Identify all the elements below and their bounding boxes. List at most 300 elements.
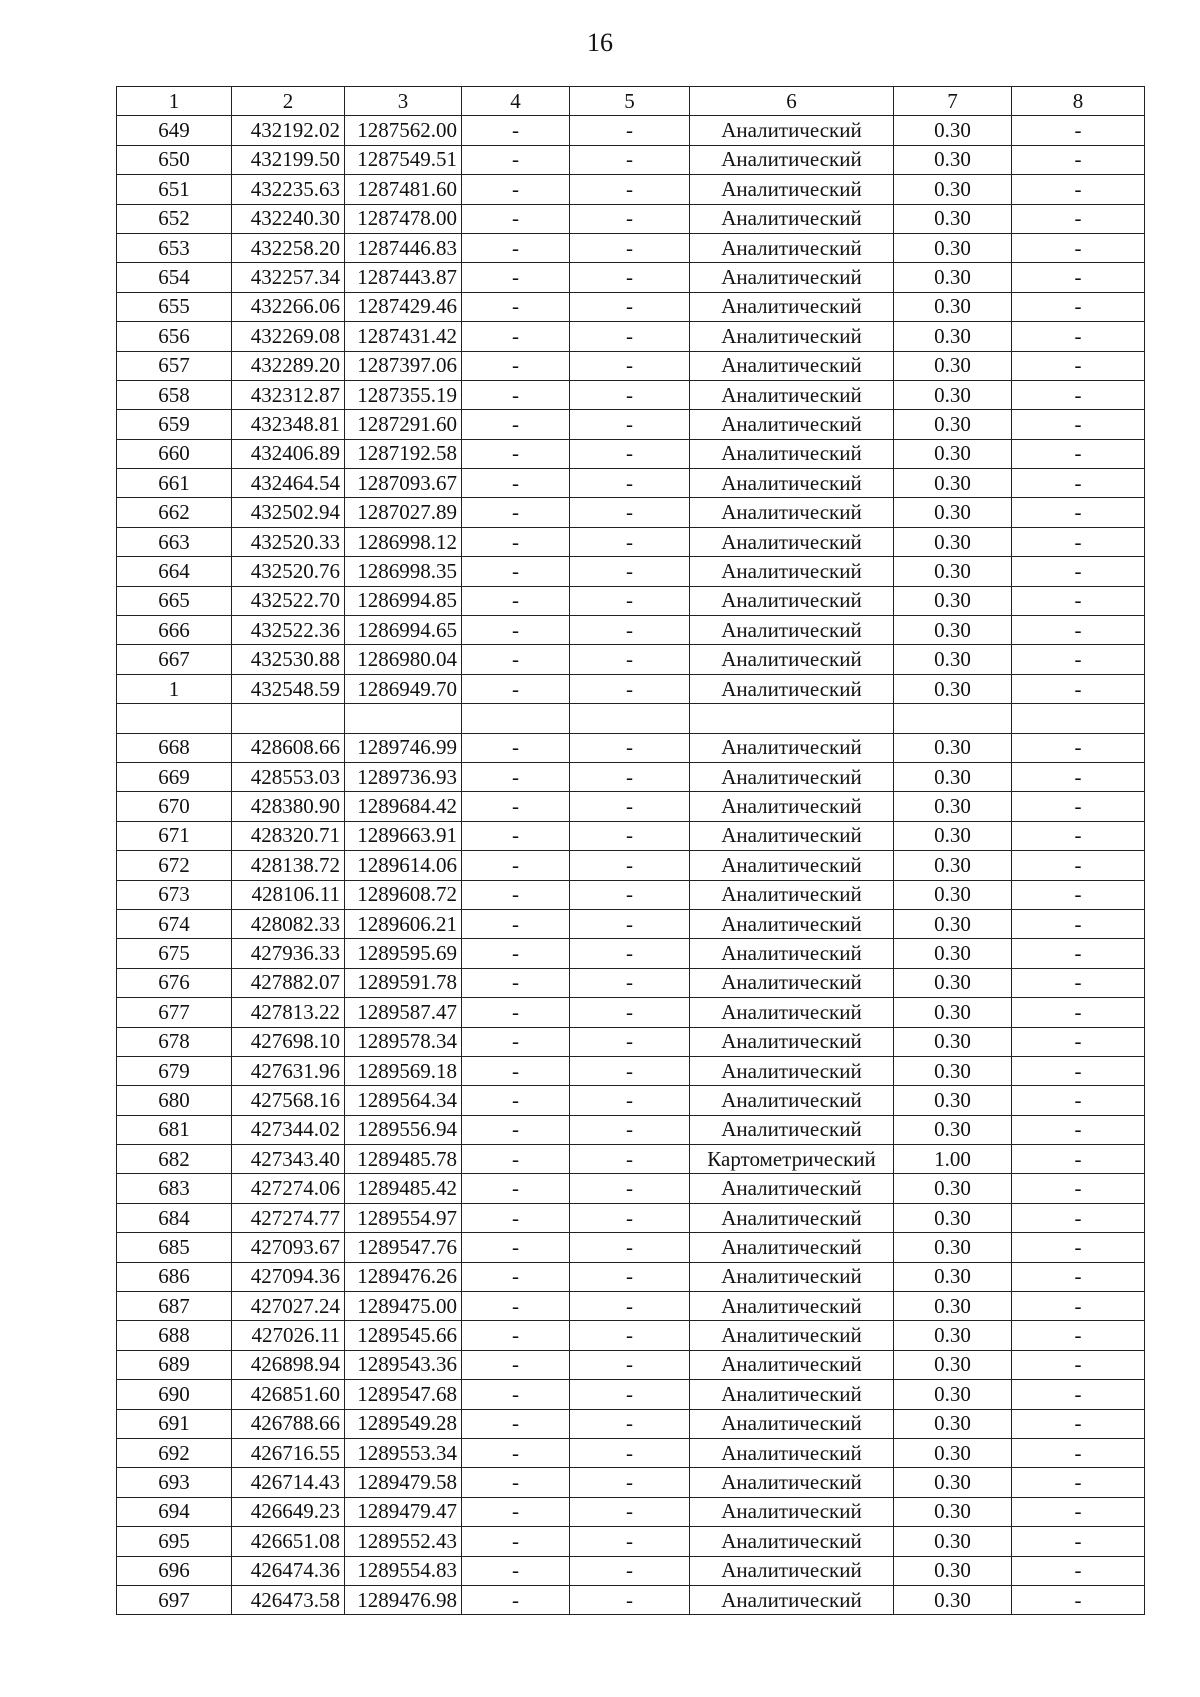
table-cell: Аналитический [690,998,894,1027]
table-cell: Аналитический [690,1409,894,1438]
table-cell: - [462,410,570,439]
table-cell: 0.30 [894,586,1012,615]
table-cell: - [462,1056,570,1085]
table-cell: 1286994.85 [345,586,462,615]
table-cell: 1289547.76 [345,1233,462,1262]
table-cell: 0.30 [894,1086,1012,1115]
table-cell: - [462,645,570,674]
table-cell: Аналитический [690,1350,894,1379]
table-cell: 0.30 [894,1027,1012,1056]
table-cell: - [570,322,690,351]
table-cell: 663 [117,527,232,556]
table-row [117,204,1145,233]
table-cell: 426649.23 [232,1497,345,1526]
table-cell: - [1012,1233,1145,1262]
table-cell: - [1012,1409,1145,1438]
table-row [117,1438,1145,1467]
table-cell: 427568.16 [232,1086,345,1115]
table-cell: Аналитический [690,204,894,233]
table-cell: - [570,821,690,850]
table-cell: 0.30 [894,1056,1012,1085]
table-cell: 673 [117,880,232,909]
table-cell: - [570,733,690,762]
table-cell: - [570,233,690,262]
table-cell: 426473.58 [232,1585,345,1614]
table-cell: Аналитический [690,1292,894,1321]
table-row [117,1350,1145,1379]
table-cell: - [1012,1145,1145,1174]
table-cell: - [570,1527,690,1556]
table-row [117,410,1145,439]
table-cell: - [570,1115,690,1144]
table-cell [117,704,232,733]
table-cell: 1289479.47 [345,1497,462,1526]
table-cell: - [1012,351,1145,380]
table-cell: 1287192.58 [345,439,462,468]
table-cell: - [570,1145,690,1174]
table-cell: - [1012,145,1145,174]
table-cell [345,704,462,733]
table-row [117,1174,1145,1203]
table-cell: 656 [117,322,232,351]
table-cell: - [462,351,570,380]
table-cell: Аналитический [690,1115,894,1144]
table-row [117,1527,1145,1556]
table-cell: 427813.22 [232,998,345,1027]
table-cell: 432520.76 [232,557,345,586]
table-cell: 1289554.83 [345,1556,462,1585]
column-header: 8 [1012,87,1145,116]
table-row [117,762,1145,791]
table-cell: 1289475.00 [345,1292,462,1321]
table-cell: 667 [117,645,232,674]
table-cell: - [570,410,690,439]
table-row [117,1262,1145,1291]
table-cell: Аналитический [690,351,894,380]
table-row [117,1380,1145,1409]
table-cell: 1.00 [894,1145,1012,1174]
table-cell: 1289485.78 [345,1145,462,1174]
table-cell: 432257.34 [232,263,345,292]
table-cell [462,704,570,733]
table-cell: - [462,998,570,1027]
table-cell: Аналитический [690,1527,894,1556]
table-cell: - [1012,1292,1145,1321]
table-cell: 655 [117,292,232,321]
table-cell: Аналитический [690,557,894,586]
table-cell: 0.30 [894,1233,1012,1262]
table-cell: 0.30 [894,1350,1012,1379]
table-cell: - [462,233,570,262]
column-header: 6 [690,87,894,116]
table-row [117,263,1145,292]
table-cell: - [570,1056,690,1085]
table-cell: 428106.11 [232,880,345,909]
table-cell: - [462,586,570,615]
table-cell: - [1012,674,1145,703]
table-cell: Аналитический [690,1262,894,1291]
table-cell: 427274.06 [232,1174,345,1203]
table-cell: 650 [117,145,232,174]
table-cell: 0.30 [894,498,1012,527]
table-cell: 432289.20 [232,351,345,380]
table-cell: - [462,1380,570,1409]
table-row [117,1497,1145,1526]
table-cell: 659 [117,410,232,439]
table-row [117,1086,1145,1115]
column-header: 1 [117,87,232,116]
table-cell: 0.30 [894,380,1012,409]
column-header: 4 [462,87,570,116]
table-cell: - [462,1527,570,1556]
table-cell: 432235.63 [232,175,345,204]
table-cell: 0.30 [894,909,1012,938]
table-cell: 1289564.34 [345,1086,462,1115]
table-row [117,1056,1145,1085]
table-cell: 1289606.21 [345,909,462,938]
table-cell: - [1012,439,1145,468]
table-cell: - [462,1350,570,1379]
table-row [117,1203,1145,1232]
table-cell: 0.30 [894,998,1012,1027]
table-cell: 1289578.34 [345,1027,462,1056]
table-cell: 675 [117,939,232,968]
table-cell: 1287549.51 [345,145,462,174]
table-cell: - [1012,762,1145,791]
table-cell: 427936.33 [232,939,345,968]
table-cell: Картометрический [690,1145,894,1174]
table-cell: - [462,263,570,292]
table-cell: 0.30 [894,1321,1012,1350]
table-cell: 670 [117,792,232,821]
table-cell: Аналитический [690,233,894,262]
table-cell: 426651.08 [232,1527,345,1556]
table-cell: - [570,1556,690,1585]
table-cell: Аналитический [690,1027,894,1056]
table-cell: - [1012,410,1145,439]
table-cell: 0.30 [894,1468,1012,1497]
table-cell: 432348.81 [232,410,345,439]
table-cell: - [570,1380,690,1409]
table-cell: - [570,263,690,292]
table-cell: Аналитический [690,821,894,850]
table-cell: 1289479.58 [345,1468,462,1497]
table-cell: - [1012,1056,1145,1085]
table-cell: 432406.89 [232,439,345,468]
table-cell: 432464.54 [232,469,345,498]
table-cell: - [1012,998,1145,1027]
table-cell: 1287481.60 [345,175,462,204]
table-cell: - [1012,380,1145,409]
table-cell: 427274.77 [232,1203,345,1232]
table-cell: 432522.70 [232,586,345,615]
table-cell: - [462,1115,570,1144]
table-cell: 432258.20 [232,233,345,262]
table-cell: 1287093.67 [345,469,462,498]
table-cell: 426474.36 [232,1556,345,1585]
table-row [117,292,1145,321]
table-cell [232,704,345,733]
table-row [117,616,1145,645]
table-cell: 0.30 [894,439,1012,468]
table-cell: Аналитический [690,469,894,498]
table-cell: - [462,792,570,821]
table-row [117,380,1145,409]
table-cell: 0.30 [894,1292,1012,1321]
table-cell: 0.30 [894,762,1012,791]
table-cell: 0.30 [894,1556,1012,1585]
table-cell: - [1012,968,1145,997]
table-cell: - [462,674,570,703]
table-cell: - [1012,292,1145,321]
table-cell: 1289554.97 [345,1203,462,1232]
table-cell: 1289736.93 [345,762,462,791]
table-cell: 654 [117,263,232,292]
table-cell: - [1012,322,1145,351]
table-row [117,645,1145,674]
coordinates-table [116,86,1145,1615]
table-cell: - [570,1262,690,1291]
table-row [117,498,1145,527]
table-cell: - [1012,469,1145,498]
table-cell: 0.30 [894,1497,1012,1526]
table-cell: Аналитический [690,292,894,321]
table-cell: - [570,557,690,586]
table-cell: 1289746.99 [345,733,462,762]
table-cell: 1286998.35 [345,557,462,586]
table-cell: - [1012,1027,1145,1056]
table-row [117,145,1145,174]
table-cell: - [462,439,570,468]
table-cell: 687 [117,1292,232,1321]
table-cell: - [570,1468,690,1497]
table-cell: - [570,1203,690,1232]
table-cell: - [1012,1115,1145,1144]
table-cell: 426714.43 [232,1468,345,1497]
table-cell: Аналитический [690,645,894,674]
table-cell: - [462,175,570,204]
table-cell: - [1012,233,1145,262]
table-cell: - [1012,527,1145,556]
table-cell: 0.30 [894,557,1012,586]
table-cell: - [462,557,570,586]
table-cell: - [570,351,690,380]
table-row [117,880,1145,909]
table-cell: 689 [117,1350,232,1379]
table-cell: 0.30 [894,1380,1012,1409]
table-cell: - [1012,939,1145,968]
table-cell: Аналитический [690,1497,894,1526]
table-cell: 1289569.18 [345,1056,462,1085]
table-cell: - [462,1468,570,1497]
table-cell: 662 [117,498,232,527]
table-cell: 428553.03 [232,762,345,791]
table-cell: - [570,1497,690,1526]
table-cell: - [462,498,570,527]
table-row [117,527,1145,556]
table-cell: 0.30 [894,821,1012,850]
table-row [117,1409,1145,1438]
table-cell: 0.30 [894,939,1012,968]
table-row [117,939,1145,968]
table-cell: - [1012,792,1145,821]
table-cell: 1287291.60 [345,410,462,439]
table-cell: - [462,1203,570,1232]
table-cell: - [1012,1497,1145,1526]
table-row [117,1233,1145,1262]
table-cell: - [570,175,690,204]
table-body [117,116,1145,1615]
table-cell: 1286998.12 [345,527,462,556]
table-cell: Аналитический [690,322,894,351]
table-cell: 1289553.34 [345,1438,462,1467]
table-cell [1012,704,1145,733]
table-cell: - [1012,1262,1145,1291]
table-cell: Аналитический [690,1056,894,1085]
table-cell: 0.30 [894,116,1012,145]
table-cell: - [462,1292,570,1321]
table-cell: 1286980.04 [345,645,462,674]
table-cell: 691 [117,1409,232,1438]
table-cell: 432522.36 [232,616,345,645]
table-cell: - [1012,1556,1145,1585]
table-cell: 1286949.70 [345,674,462,703]
table-cell: - [570,1086,690,1115]
table-cell: 432199.50 [232,145,345,174]
table-cell: 0.30 [894,527,1012,556]
table-cell: - [570,1321,690,1350]
table-cell: - [570,998,690,1027]
table-cell: 651 [117,175,232,204]
table-cell: - [1012,1380,1145,1409]
table-cell: 664 [117,557,232,586]
table-cell: 694 [117,1497,232,1526]
table-cell: - [570,792,690,821]
table-cell: - [462,469,570,498]
table-cell: - [462,527,570,556]
table-cell: - [1012,616,1145,645]
table-cell: 428138.72 [232,851,345,880]
table-row [117,792,1145,821]
table-cell: Аналитический [690,263,894,292]
table-cell: 1287027.89 [345,498,462,527]
table-cell: 0.30 [894,1115,1012,1144]
table-cell: 427343.40 [232,1145,345,1174]
table-cell: - [570,1292,690,1321]
table-cell: 432530.88 [232,645,345,674]
table-cell: 428380.90 [232,792,345,821]
table-cell: 696 [117,1556,232,1585]
table-row [117,469,1145,498]
table-cell: - [570,880,690,909]
table-cell: 426898.94 [232,1350,345,1379]
table-cell [690,704,894,733]
table-cell: 665 [117,586,232,615]
table-cell: - [1012,880,1145,909]
table-cell: - [1012,1585,1145,1614]
table-cell: 427093.67 [232,1233,345,1262]
table-cell: - [570,645,690,674]
table-cell: 693 [117,1468,232,1497]
table-row [117,1321,1145,1350]
table-cell: - [570,116,690,145]
table-cell: - [462,851,570,880]
table-cell: 0.30 [894,233,1012,262]
table-cell: 1289476.98 [345,1585,462,1614]
table-cell: 678 [117,1027,232,1056]
table-cell: 1289543.36 [345,1350,462,1379]
table-row [117,322,1145,351]
table-cell: - [1012,586,1145,615]
table-cell: Аналитический [690,410,894,439]
table-cell: 683 [117,1174,232,1203]
table-cell: - [462,968,570,997]
table-cell: - [570,292,690,321]
table-cell: - [462,733,570,762]
table-cell: Аналитический [690,1556,894,1585]
table-cell: 0.30 [894,351,1012,380]
table-row [117,586,1145,615]
table-cell: 0.30 [894,292,1012,321]
table-cell: - [1012,645,1145,674]
table-cell: - [462,1027,570,1056]
table-cell: Аналитический [690,586,894,615]
table-cell: 426851.60 [232,1380,345,1409]
table-cell: - [462,1321,570,1350]
table-row [117,968,1145,997]
table-header-row [117,87,1145,116]
table-cell: 427698.10 [232,1027,345,1056]
table-cell: - [570,616,690,645]
table-cell: 652 [117,204,232,233]
table-cell: - [570,145,690,174]
table-cell: - [570,1585,690,1614]
table-cell: 653 [117,233,232,262]
table-cell: - [462,1497,570,1526]
table-cell: Аналитический [690,1585,894,1614]
table-cell: - [570,586,690,615]
table-cell: Аналитический [690,145,894,174]
table-cell: 432269.08 [232,322,345,351]
table-cell: Аналитический [690,1233,894,1262]
table-cell: 1287355.19 [345,380,462,409]
table-cell: Аналитический [690,939,894,968]
table-cell: - [1012,1468,1145,1497]
table-cell: 0.30 [894,733,1012,762]
table-cell: - [1012,557,1145,586]
table-cell: - [462,292,570,321]
table-cell: 0.30 [894,880,1012,909]
table-row [117,1115,1145,1144]
table-cell: Аналитический [690,880,894,909]
table-cell: 676 [117,968,232,997]
table-cell: 1289547.68 [345,1380,462,1409]
table-cell: 668 [117,733,232,762]
table-cell: 684 [117,1203,232,1232]
table-cell: - [1012,909,1145,938]
table-cell: 686 [117,1262,232,1291]
table-cell: 660 [117,439,232,468]
table-cell: 1289545.66 [345,1321,462,1350]
table-cell: 688 [117,1321,232,1350]
table-cell: 0.30 [894,645,1012,674]
table-cell: 428082.33 [232,909,345,938]
table-cell: Аналитический [690,792,894,821]
table-row [117,1556,1145,1585]
table-cell: - [570,1350,690,1379]
table-cell: Аналитический [690,674,894,703]
table-cell: - [570,1438,690,1467]
